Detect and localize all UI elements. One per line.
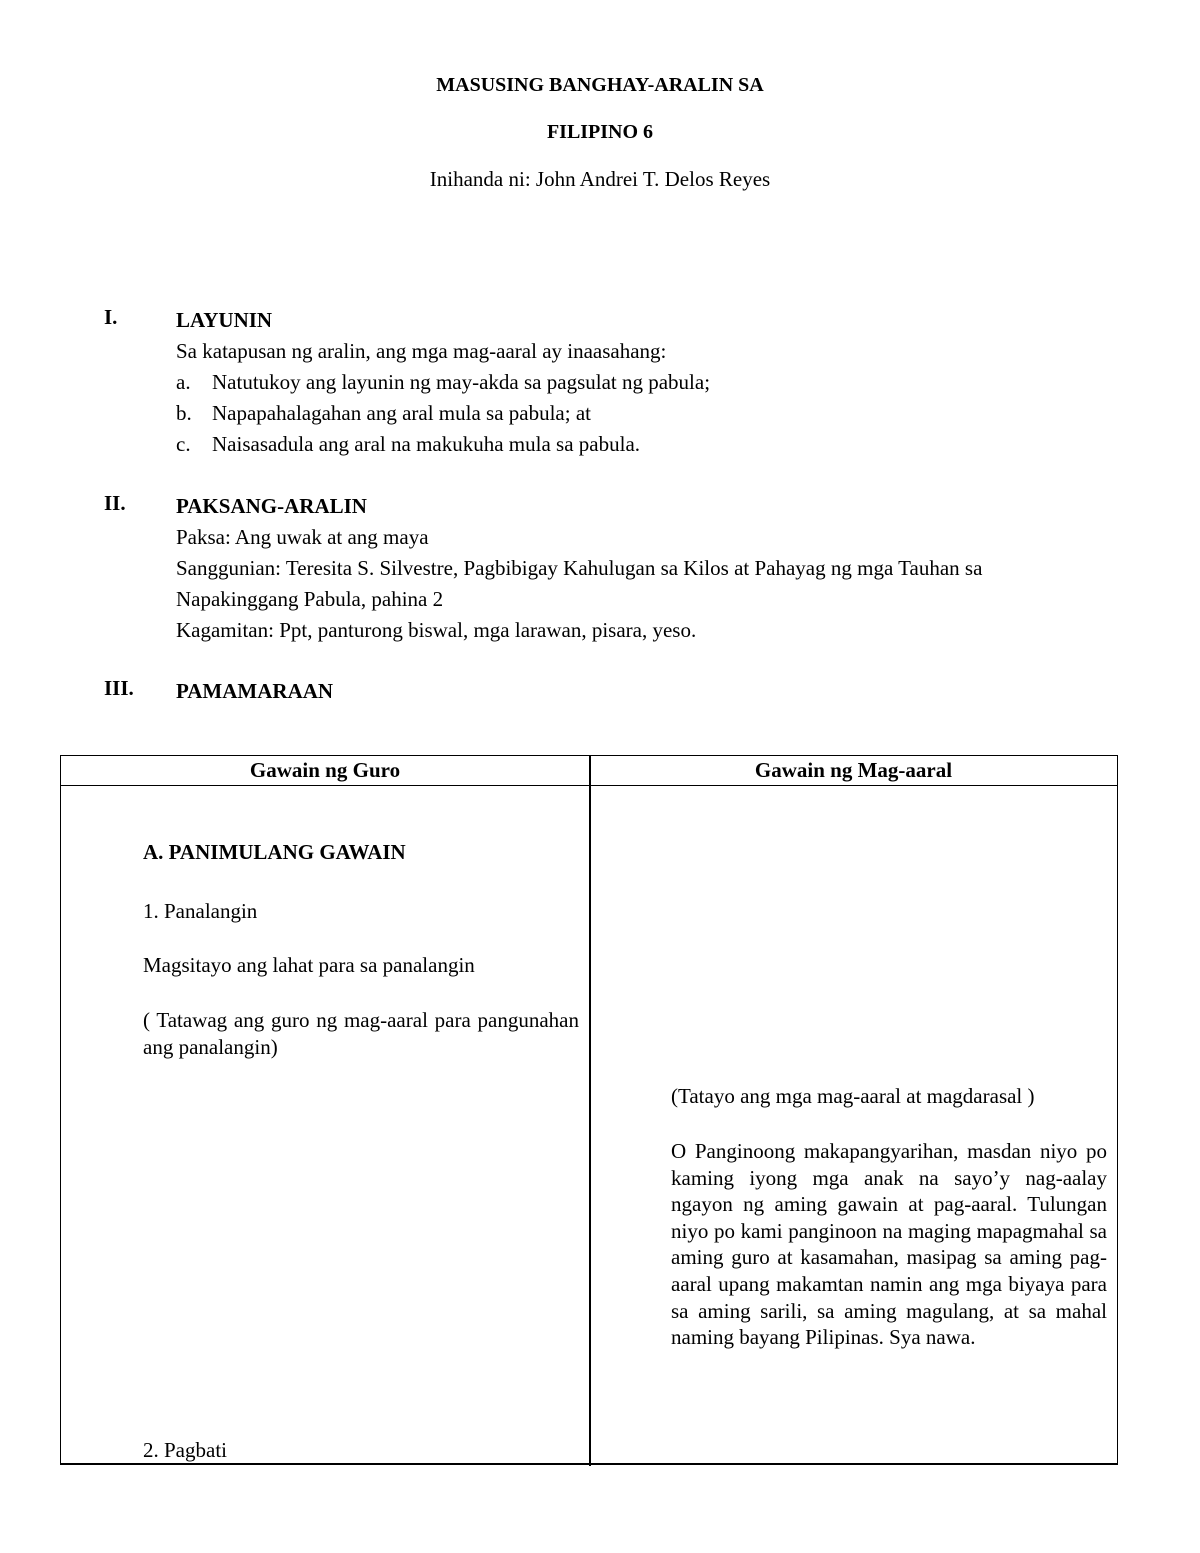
teacher-instruction: Magsitayo ang lahat para sa panalangin [143, 953, 475, 977]
objectives-intro: Sa katapusan ng aralin, ang mga mag-aaral ay inaasahang: [176, 339, 667, 363]
objective-item [176, 398, 1096, 429]
document-title: MASUSING BANGHAY-ARALIN SA [436, 74, 764, 96]
column-header-guro: Gawain ng Guro [249, 758, 401, 782]
teacher-note: ( Tatawag ang guro ng mag-aaral para pangunahan ang panalangin) [143, 1008, 579, 1059]
objective-text: Natutukoy ang layunin ng may-akda sa pagsulat ng pabula; [212, 370, 711, 394]
objective-letter: b. [176, 401, 192, 425]
objective-text: Napapahalagahan ang aral mula sa pabula; at [212, 401, 591, 425]
procedure-table [60, 755, 1118, 1465]
document-subtitle: FILIPINO 6 [546, 121, 654, 143]
table-bottom-edge [60, 1463, 1118, 1465]
section-number: II. [104, 491, 126, 515]
item-pagbati: 2. Pagbati [143, 1438, 227, 1462]
objective-letter: a. [176, 370, 191, 394]
section-title: PAKSANG-ARALIN [176, 494, 367, 518]
sanggunian-line: Sanggunian: Teresita S. Silvestre, Pagbibigay Kahulugan sa Kilos at Pahayag ng mga Tauhan sa [176, 556, 983, 580]
prepared-by: Inihanda ni: John Andrei T. Delos Reyes [429, 167, 771, 191]
section-number: I. [104, 305, 118, 329]
section-title: PAMAMARAAN [176, 679, 334, 703]
item-panalangin: 1. Panalangin [143, 899, 258, 923]
paksa-line: Paksa: Ang uwak at ang maya [176, 525, 429, 549]
objective-item [176, 367, 1096, 398]
column-divider [589, 756, 591, 1466]
section-a-heading: A. PANIMULANG GAWAIN [143, 840, 406, 864]
objective-text: Naisasadula ang aral na makukuha mula sa pabula. [212, 432, 641, 456]
objective-item [176, 429, 1096, 460]
section-title: LAYUNIN [176, 308, 273, 332]
student-action: (Tatayo ang mga mag-aaral at magdarasal ) [671, 1084, 1035, 1108]
sanggunian-line-cont: Napakinggang Pabula, pahina 2 [176, 587, 444, 611]
objective-letter: c. [176, 432, 191, 456]
student-prayer: O Panginoong makapangyarihan, masdan niyo po kaming iyong mga anak na sayo’y nag-aalay ngayon ng aming gawain at pag-aaral. Tulungan niyo po kami panginoon na maging mapagmahal sa aming guro at kasamahan, masipag sa aming pag-aaral upang makamtan namin ang mga biyaya para sa aming sarili, sa aming magulang, at sa mahal naming bayang Pilipinas. Sya nawa. [671, 1139, 1107, 1350]
section-number: III. [104, 676, 134, 700]
kagamitan-line: Kagamitan: Ppt, panturong biswal, mga larawan, pisara, yeso. [176, 618, 697, 642]
column-header-mag-aaral: Gawain ng Mag-aaral [754, 758, 953, 782]
